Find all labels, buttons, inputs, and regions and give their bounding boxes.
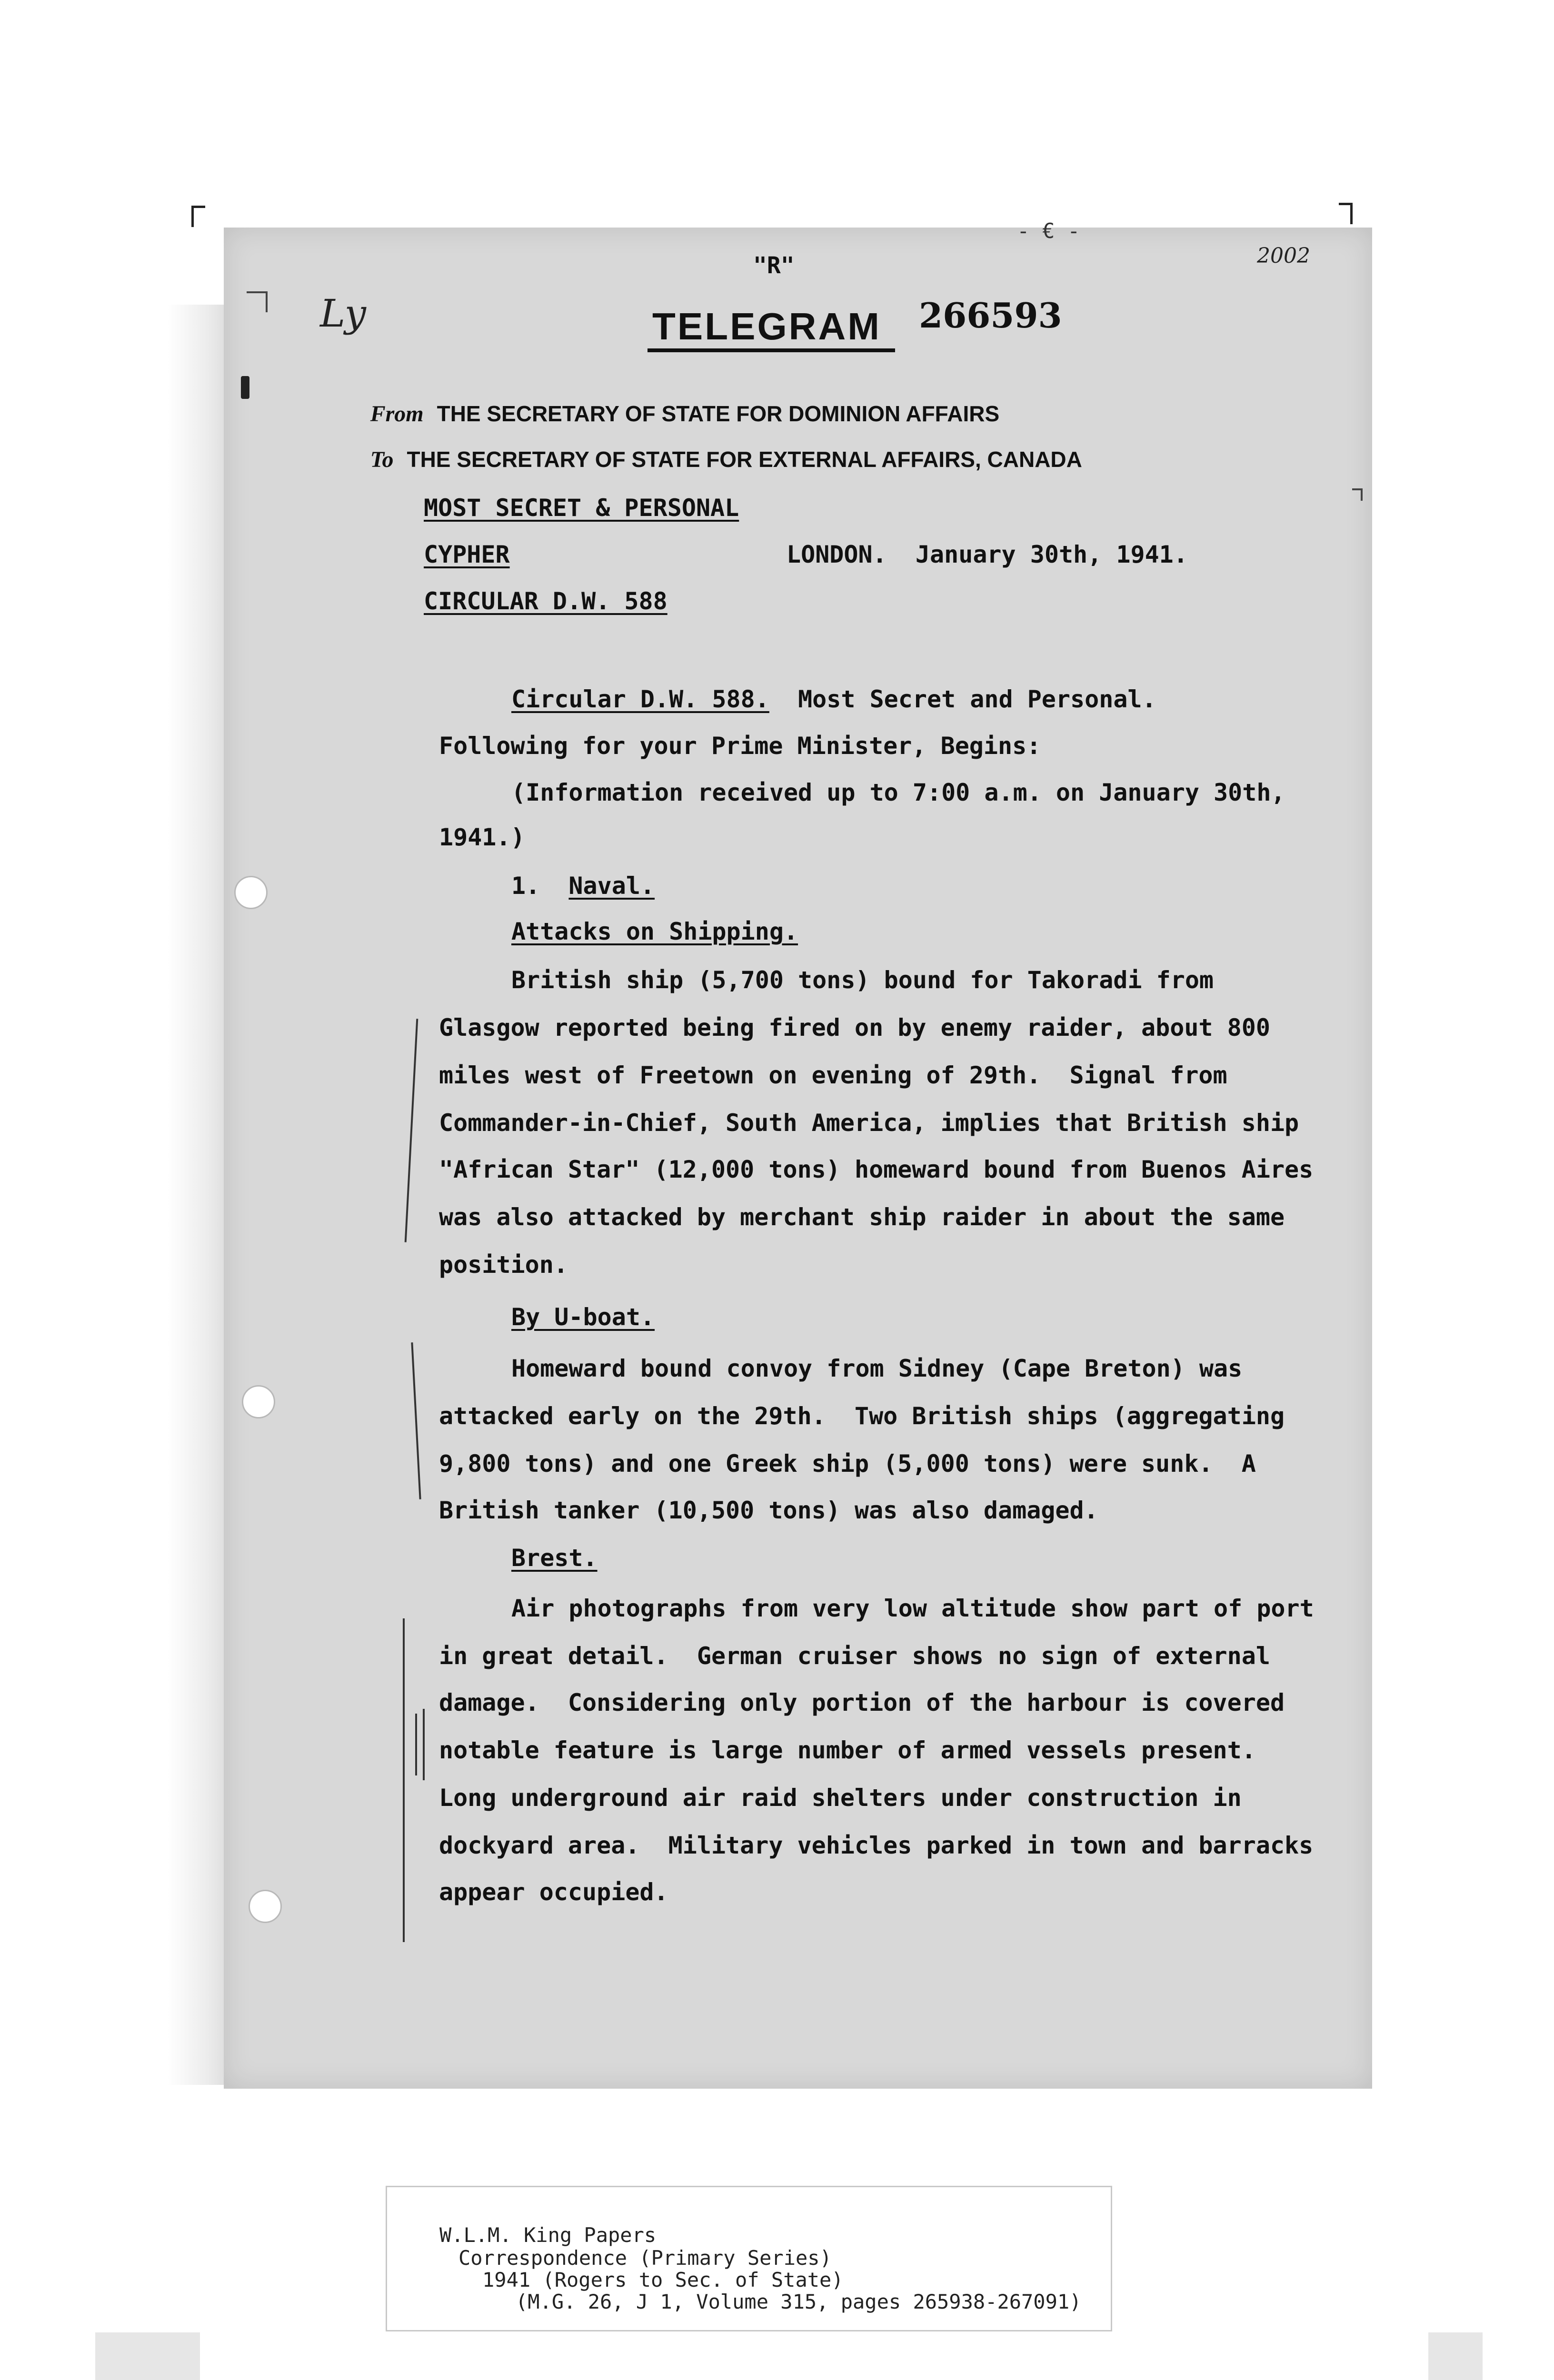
place-date: LONDON. January 30th, 1941. xyxy=(787,541,1188,568)
r-mark: "R" xyxy=(753,252,795,279)
stamp-frame-left xyxy=(95,2332,207,2380)
p2-line: British tanker (10,500 tons) was also damaged. xyxy=(439,1497,1098,1524)
section-number: 1. xyxy=(511,872,569,900)
p1-line: position. xyxy=(439,1251,568,1279)
handwritten-initial: Ly xyxy=(320,291,366,336)
punch-hole xyxy=(249,1890,282,1923)
telegram-serial-number: 266593 xyxy=(919,295,1062,336)
margin-bracket xyxy=(423,1709,425,1780)
body-line-4: 1941.) xyxy=(439,823,525,851)
subheading-brest: Brest. xyxy=(511,1544,598,1572)
p3-line: notable feature is large number of armed vessels present. xyxy=(439,1736,1256,1764)
circular-reference: CIRCULAR D.W. 588 xyxy=(424,587,667,615)
from-text: THE SECRETARY OF STATE FOR DOMINION AFFAIRS xyxy=(437,401,1000,426)
punch-hole xyxy=(234,876,268,909)
subheading-by-u-boat: By U-boat. xyxy=(511,1303,655,1331)
label-line-4: (M.G. 26, J 1, Volume 315, pages 265938-267091) xyxy=(516,2290,1082,2313)
p2-line: 9,800 tons) and one Greek ship (5,000 tons) were sunk. A xyxy=(439,1450,1256,1478)
label-line-3: 1941 (Rogers to Sec. of State) xyxy=(482,2268,844,2291)
archives-stamp xyxy=(200,2332,1428,2380)
corner-mark-right xyxy=(1339,203,1353,224)
p1-line: "African Star" (12,000 tons) homeward bound from Buenos Aires xyxy=(439,1156,1314,1183)
section-title: Naval. xyxy=(568,872,655,900)
edge-mark xyxy=(247,291,268,312)
title-underline xyxy=(648,348,895,352)
p1-line: Commander-in-Chief, South America, implies that British ship xyxy=(439,1109,1299,1137)
p3-line: Long underground air raid shelters under construction in xyxy=(439,1784,1242,1812)
p2-line: attacked early on the 29th. Two British ships (aggregating xyxy=(439,1402,1285,1430)
p3-line: in great detail. German cruiser shows no sign of external xyxy=(439,1642,1270,1670)
corner-mark-left xyxy=(191,206,205,227)
from-label: From xyxy=(370,401,424,426)
telegram-title: TELEGRAM xyxy=(652,305,881,347)
p1-line: British ship (5,700 tons) bound for Takoradi from xyxy=(511,966,1214,994)
label-line-1: W.L.M. King Papers xyxy=(439,2223,657,2247)
clip-mark xyxy=(241,376,249,399)
p3-line: Air photographs from very low altitude show part of port xyxy=(511,1595,1314,1622)
cypher-label: CYPHER xyxy=(424,541,510,568)
body-line-3: (Information received up to 7:00 a.m. on January 30th, xyxy=(511,779,1285,806)
punch-hole xyxy=(242,1385,275,1418)
label-line-2: Correspondence (Primary Series) xyxy=(458,2246,832,2270)
to-text: THE SECRETARY OF STATE FOR EXTERNAL AFFAIRS, CANADA xyxy=(407,447,1082,472)
to-label: To xyxy=(370,447,394,472)
p3-line: appear occupied. xyxy=(439,1878,668,1906)
section-heading xyxy=(511,872,655,900)
p3-line: dockyard area. Military vehicles parked in town and barracks xyxy=(439,1832,1314,1859)
body-line-1-rest: Most Secret and Personal. xyxy=(769,685,1156,713)
circular-ref-inline: Circular D.W. 588. xyxy=(511,685,769,713)
to-row xyxy=(358,421,1082,473)
top-mark: - € - xyxy=(1017,219,1080,243)
p3-line: damage. Considering only portion of the harbour is covered xyxy=(439,1689,1285,1716)
from-row xyxy=(358,375,999,427)
body-line-2: Following for your Prime Minister, Begins: xyxy=(439,732,1041,760)
handwritten-page-number: 2002 xyxy=(1257,244,1310,268)
p1-line: Glasgow reported being fired on by enemy raider, about 800 xyxy=(439,1014,1270,1041)
margin-bracket xyxy=(403,1618,405,1942)
margin-bracket xyxy=(415,1714,417,1775)
archive-label-card xyxy=(386,2186,1112,2331)
subheading-attacks-on-shipping: Attacks on Shipping. xyxy=(511,918,798,945)
body-line-1 xyxy=(511,685,1156,713)
p1-line: miles west of Freetown on evening of 29th. Signal from xyxy=(439,1061,1227,1089)
classification: MOST SECRET & PERSONAL xyxy=(424,494,739,522)
p1-line: was also attacked by merchant ship raider in about the same xyxy=(439,1203,1285,1231)
p2-line: Homeward bound convoy from Sidney (Cape Breton) was xyxy=(511,1355,1243,1382)
right-margin-mark xyxy=(1352,488,1363,501)
